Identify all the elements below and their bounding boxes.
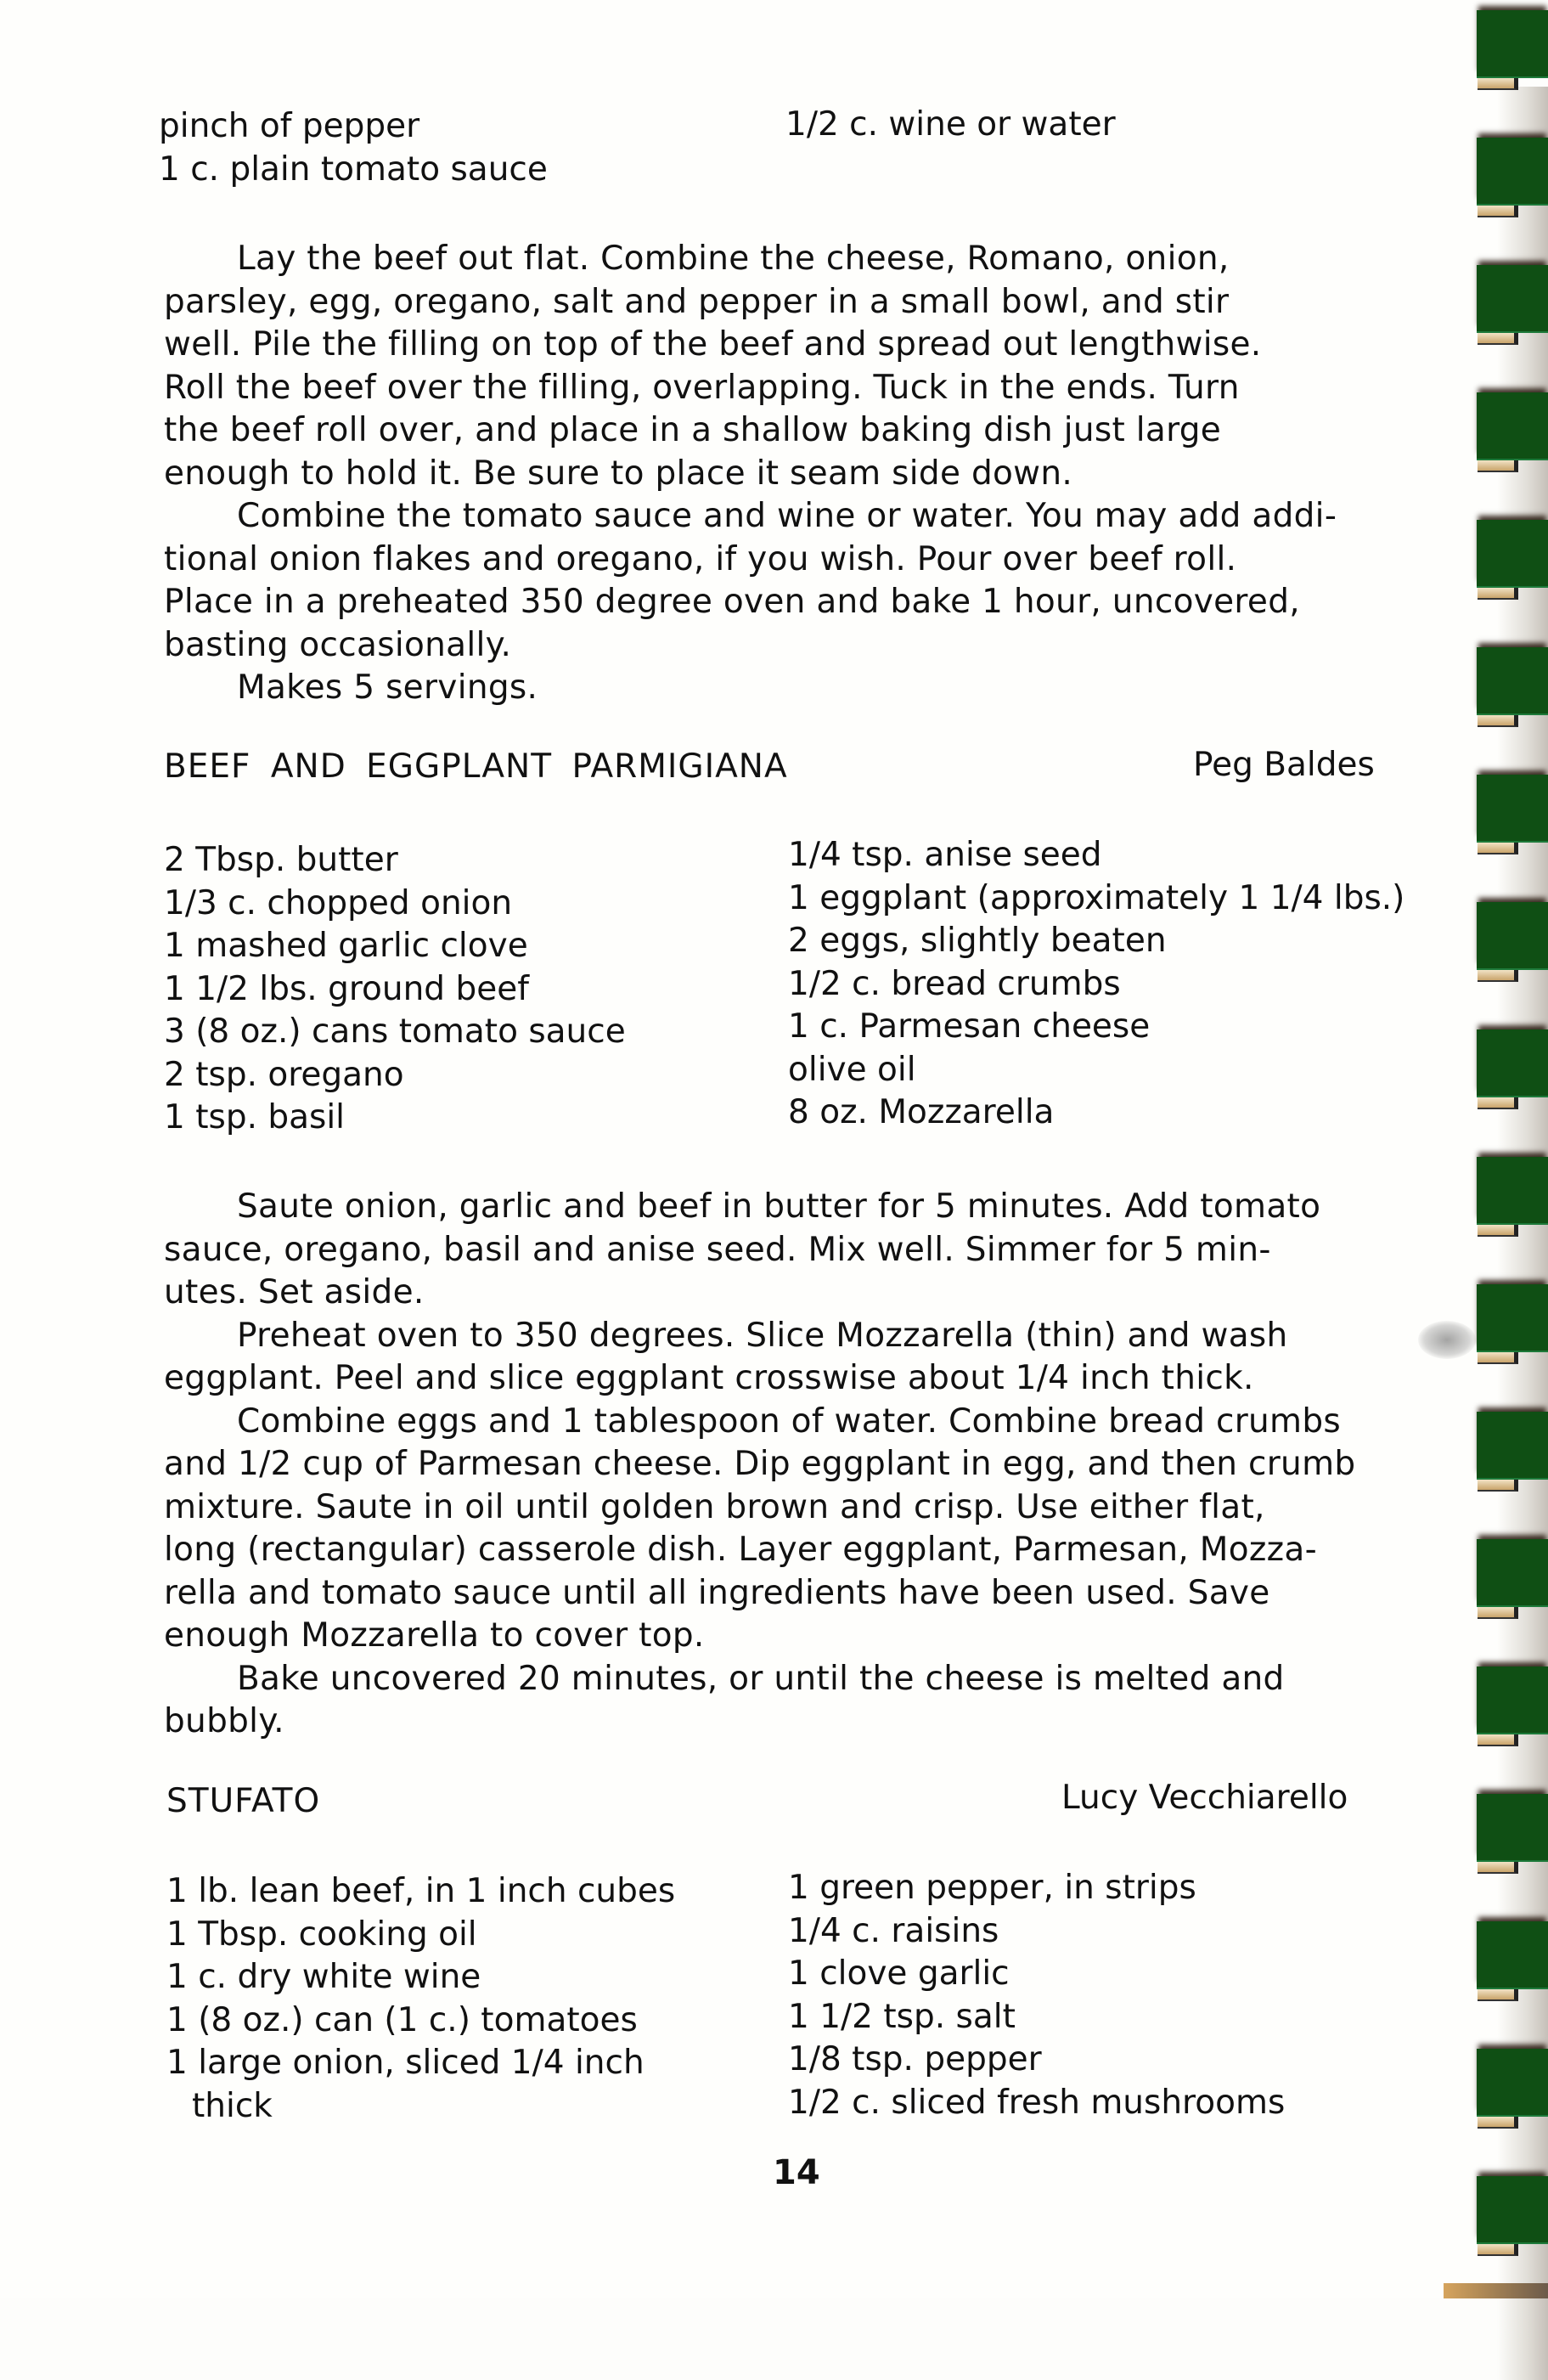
servings-line: Makes 5 servings. [237, 668, 538, 707]
binding-tooth [1477, 392, 1548, 460]
binding-tooth [1477, 1539, 1548, 1607]
binding-tooth [1477, 138, 1548, 206]
recipe-title: BEEF AND EGGPLANT PARMIGIANA [164, 747, 788, 786]
direction-line: mixture. Saute in oil until golden brown and crisp. Use either flat, [164, 1487, 1265, 1526]
binding-tooth-lip [1478, 843, 1518, 854]
ingredient: 1 clove garlic [788, 1954, 1010, 1993]
ingredient: 1 c. plain tomato sauce [159, 149, 548, 189]
binding-tooth-lip [1478, 460, 1518, 472]
direction-line: Preheat oven to 350 degrees. Slice Mozzarella (thin) and wash [237, 1316, 1288, 1355]
binding-tooth-lip [1478, 588, 1518, 600]
recipe1-ingredients-right [785, 104, 1116, 147]
recipe3-ingredients-left [166, 1870, 675, 2128]
direction-line: sauce, oregano, basil and anise seed. Mix well. Simmer for 5 min- [164, 1230, 1271, 1269]
binding-tooth [1477, 265, 1548, 333]
ingredient: 2 eggs, slightly beaten [788, 922, 1167, 960]
binding-tooth [1477, 1794, 1548, 1862]
ingredient: 1 c. Parmesan cheese [788, 1007, 1151, 1046]
direction-line: long (rectangular) casserole dish. Layer eggplant, Parmesan, Mozza- [164, 1531, 1318, 1569]
binding-tooth-lip [1478, 1989, 1518, 2001]
binding-tooth-lip [1478, 1862, 1518, 1874]
ingredient: 1 1/2 tsp. salt [788, 1997, 1016, 2036]
recipe3-ingredients-right [788, 1867, 1285, 2124]
ingredient: 1/4 tsp. anise seed [788, 836, 1102, 874]
binding-tooth-lip [1478, 1734, 1518, 1746]
ingredient: olive oil [788, 1050, 916, 1089]
binding-tooth [1477, 1921, 1548, 1989]
ingredient: 1 c. dry white wine [166, 1958, 481, 1996]
comb-binding [1455, 0, 1548, 2298]
binding-tooth [1477, 775, 1548, 843]
direction-line: eggplant. Peel and slice eggplant crosswise about 1/4 inch thick. [164, 1359, 1254, 1397]
binding-tooth [1477, 1667, 1548, 1734]
binding-tooth-lip [1478, 715, 1518, 727]
direction-line: and 1/2 cup of Parmesan cheese. Dip eggplant in egg, and then crumb [164, 1445, 1356, 1483]
binding-tooth-lip [1478, 1097, 1518, 1109]
binding-tooth [1477, 1284, 1548, 1352]
direction-line: utes. Set aside. [164, 1273, 425, 1311]
recipe2-ingredients-right [788, 834, 1404, 1135]
ingredient: 1 green pepper, in strips [788, 1869, 1196, 1907]
ingredient: 1 (8 oz.) can (1 c.) tomatoes [166, 2000, 638, 2039]
ingredient: 1/3 c. chopped onion [164, 883, 513, 922]
binding-tooth [1477, 10, 1548, 78]
direction-line: Place in a preheated 350 degree oven and bake 1 hour, uncovered, [164, 583, 1300, 621]
ingredient: 3 (8 oz.) cans tomato sauce [164, 1012, 626, 1051]
ingredient: 1/2 c. sliced fresh mushrooms [788, 2083, 1286, 2122]
direction-line: Lay the beef out flat. Combine the cheese, Romano, onion, [237, 240, 1230, 278]
ingredient: 1 eggplant (approximately 1 1/4 lbs.) [788, 878, 1405, 917]
ingredient: 1/2 c. wine or water [785, 105, 1116, 144]
direction-line: Roll the beef over the filling, overlapping. Tuck in the ends. Turn [164, 368, 1240, 407]
binding-tooth-lip [1478, 78, 1518, 90]
binding-tooth-lip [1478, 1607, 1518, 1619]
binding-tooth [1477, 520, 1548, 588]
binding-tooth [1477, 2049, 1548, 2117]
direction-line: enough Mozzarella to cover top. [164, 1616, 705, 1655]
page-number: 14 [773, 2153, 820, 2192]
direction-line: parsley, egg, oregano, salt and pepper in a small bowl, and stir [164, 282, 1230, 321]
binding-tooth-lip [1478, 206, 1518, 217]
recipe-contributor: Peg Baldes [1193, 746, 1375, 784]
recipe2-directions [164, 1186, 1489, 1744]
binding-tooth-lip [1478, 1480, 1518, 1492]
ingredient: 1/2 c. bread crumbs [788, 964, 1121, 1003]
direction-line: tional onion flakes and oregano, if you wish. Pour over beef roll. [164, 539, 1237, 578]
page-bottom-edge [1444, 2283, 1548, 2298]
binding-tooth-lip [1478, 970, 1518, 982]
recipe2-ingredients-left [164, 839, 626, 1140]
binding-tooth-lip [1478, 1352, 1518, 1364]
ingredient: 1 tsp. basil [164, 1098, 346, 1136]
binding-tooth [1477, 1029, 1548, 1097]
ingredient: 1 lb. lean beef, in 1 inch cubes [166, 1872, 676, 1910]
direction-line: Saute onion, garlic and beef in butter for 5 minutes. Add tomato [237, 1187, 1321, 1226]
direction-line: Bake uncovered 20 minutes, or until the cheese is melted and [237, 1659, 1285, 1698]
ingredient: 1/4 c. raisins [788, 1911, 999, 1950]
direction-line: basting occasionally. [164, 625, 512, 664]
direction-line: Combine eggs and 1 tablespoon of water. Combine bread crumbs [237, 1401, 1342, 1441]
direction-line: enough to hold it. Be sure to place it seam side down. [164, 454, 1073, 493]
ingredient: 1 large onion, sliced 1/4 inch [166, 2044, 645, 2082]
binding-tooth [1477, 1157, 1548, 1225]
direction-line: bubbly. [164, 1702, 284, 1740]
ingredient: 1 mashed garlic clove [164, 927, 528, 965]
ingredient: 1/8 tsp. pepper [788, 2040, 1042, 2078]
binding-tooth [1477, 902, 1548, 970]
binding-tooth-lip [1478, 2244, 1518, 2256]
direction-line: rella and tomato sauce until all ingredients have been used. Save [164, 1573, 1270, 1612]
direction-line: well. Pile the filling on top of the beef and spread out lengthwise. [164, 325, 1262, 364]
ingredient: 2 Tbsp. butter [164, 841, 398, 879]
ingredient: 8 oz. Mozzarella [788, 1093, 1055, 1131]
binding-tooth-lip [1478, 333, 1518, 345]
binding-tooth [1477, 2176, 1548, 2244]
ingredient-continuation: thick [192, 2086, 273, 2125]
recipe1-directions [164, 238, 1489, 710]
direction-line: Combine the tomato sauce and wine or water. You may add addi- [237, 497, 1337, 535]
ingredient: 2 tsp. oregano [164, 1055, 404, 1094]
binding-tooth-lip [1478, 2117, 1518, 2129]
direction-line: the beef roll over, and place in a shallow baking dish just large [164, 411, 1222, 449]
recipe-contributor: Lucy Vecchiarello [1061, 1779, 1348, 1817]
ingredient: 1 Tbsp. cooking oil [166, 1915, 477, 1954]
ingredient: 1 1/2 lbs. ground beef [164, 969, 529, 1008]
binding-gap-shadow [1497, 2253, 1548, 2380]
recipe1-ingredients-left [159, 105, 548, 191]
ingredient: pinch of pepper [159, 107, 420, 145]
binding-tooth-lip [1478, 1225, 1518, 1237]
recipe-title: STUFATO [166, 1782, 321, 1820]
binding-tooth [1477, 1412, 1548, 1480]
binding-tooth [1477, 647, 1548, 715]
